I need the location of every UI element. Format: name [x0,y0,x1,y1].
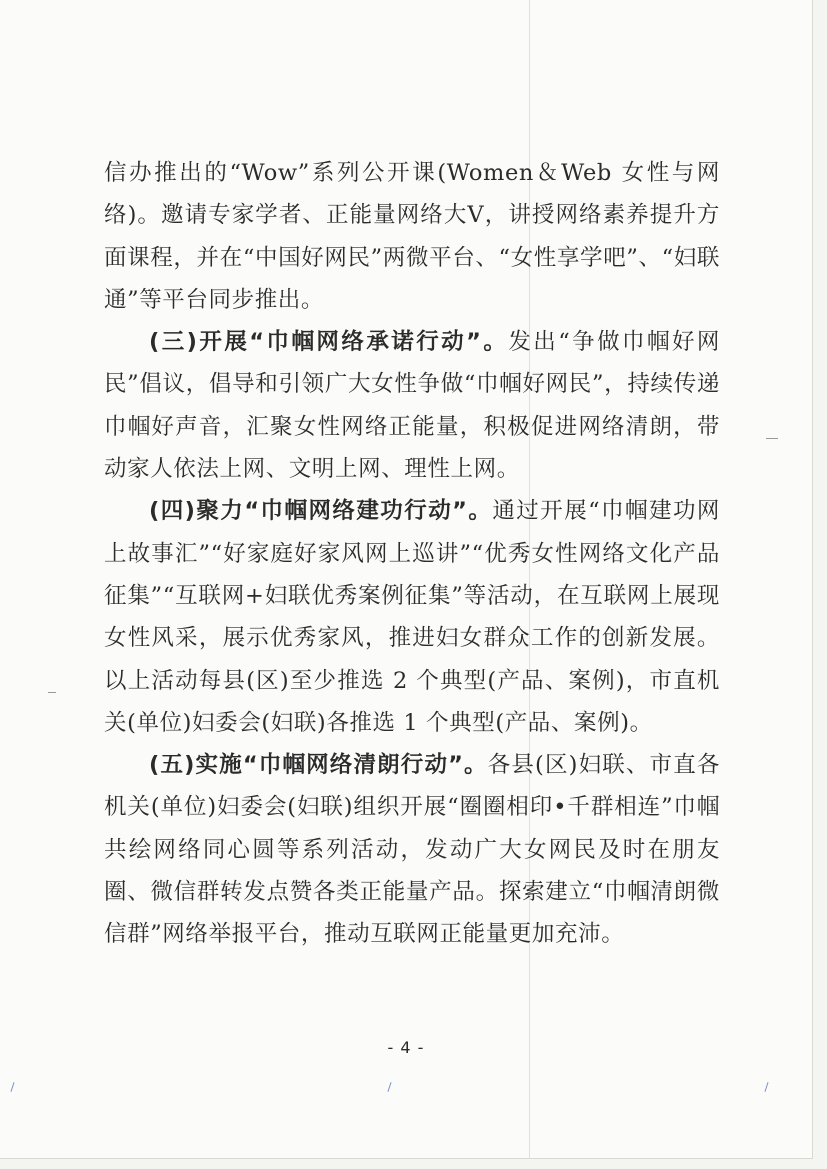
paragraph-4-body: 各县(区)妇联、市直各机关(单位)妇委会(妇联)组织开展“圈圈相印•千群相连”巾帼共绘网络同心圆等系列活动，发动广大女网民及时在朋友圈、微信群转发点赞各类正能量产品。探索建立“巾帼清朗微信群”网络举报平台，推动互联网正能量更加充沛。 [104,752,720,948]
paragraph-4 [104,744,720,955]
section-heading-4: (四)聚力“巾帼网络建功行动”。 [149,498,493,525]
section-heading-5: (五)实施“巾帼网络清朗行动”。 [149,752,488,779]
scan-mark [766,438,778,439]
paragraph-2 [104,321,720,490]
section-heading-3: (三)开展“巾帼网络承诺行动”。 [149,329,509,356]
scan-mark [48,692,56,693]
page-number: - 4 - [387,1038,425,1057]
paragraph-1: 信办推出的“Wow”系列公开课(Women＆Web 女性与网络)。邀请专家学者、正能量网络大V，讲授网络素养提升方面课程，并在“中国好网民”两微平台、“女性享学吧”、“妇联通”等平台同步推出。 [104,160,720,313]
paragraph-3 [104,490,720,744]
paragraph-3-body: 通过开展“巾帼建功网上故事汇”“好家庭好家风网上巡讲”“优秀女性网络文化产品征集”“互联网+妇联优秀案例征集”等活动，在互联网上展现女性风采，展示优秀家风，推进妇女群众工作的创新发展。以上活动每县(区)至少推选 2 个典型(产品、案例)，市直机关(单位)妇委会(妇联)各推选 1 个典型(产品、案例)。 [104,498,720,736]
document-body [104,152,720,956]
paragraph-2-body: 发出“争做巾帼好网民”倡议，倡导和引领广大女性争做“巾帼好网民”，持续传递巾帼好声音，汇聚女性网络正能量，积极促进网络清朗，带动家人依法上网、文明上网、理性上网。 [104,329,720,483]
